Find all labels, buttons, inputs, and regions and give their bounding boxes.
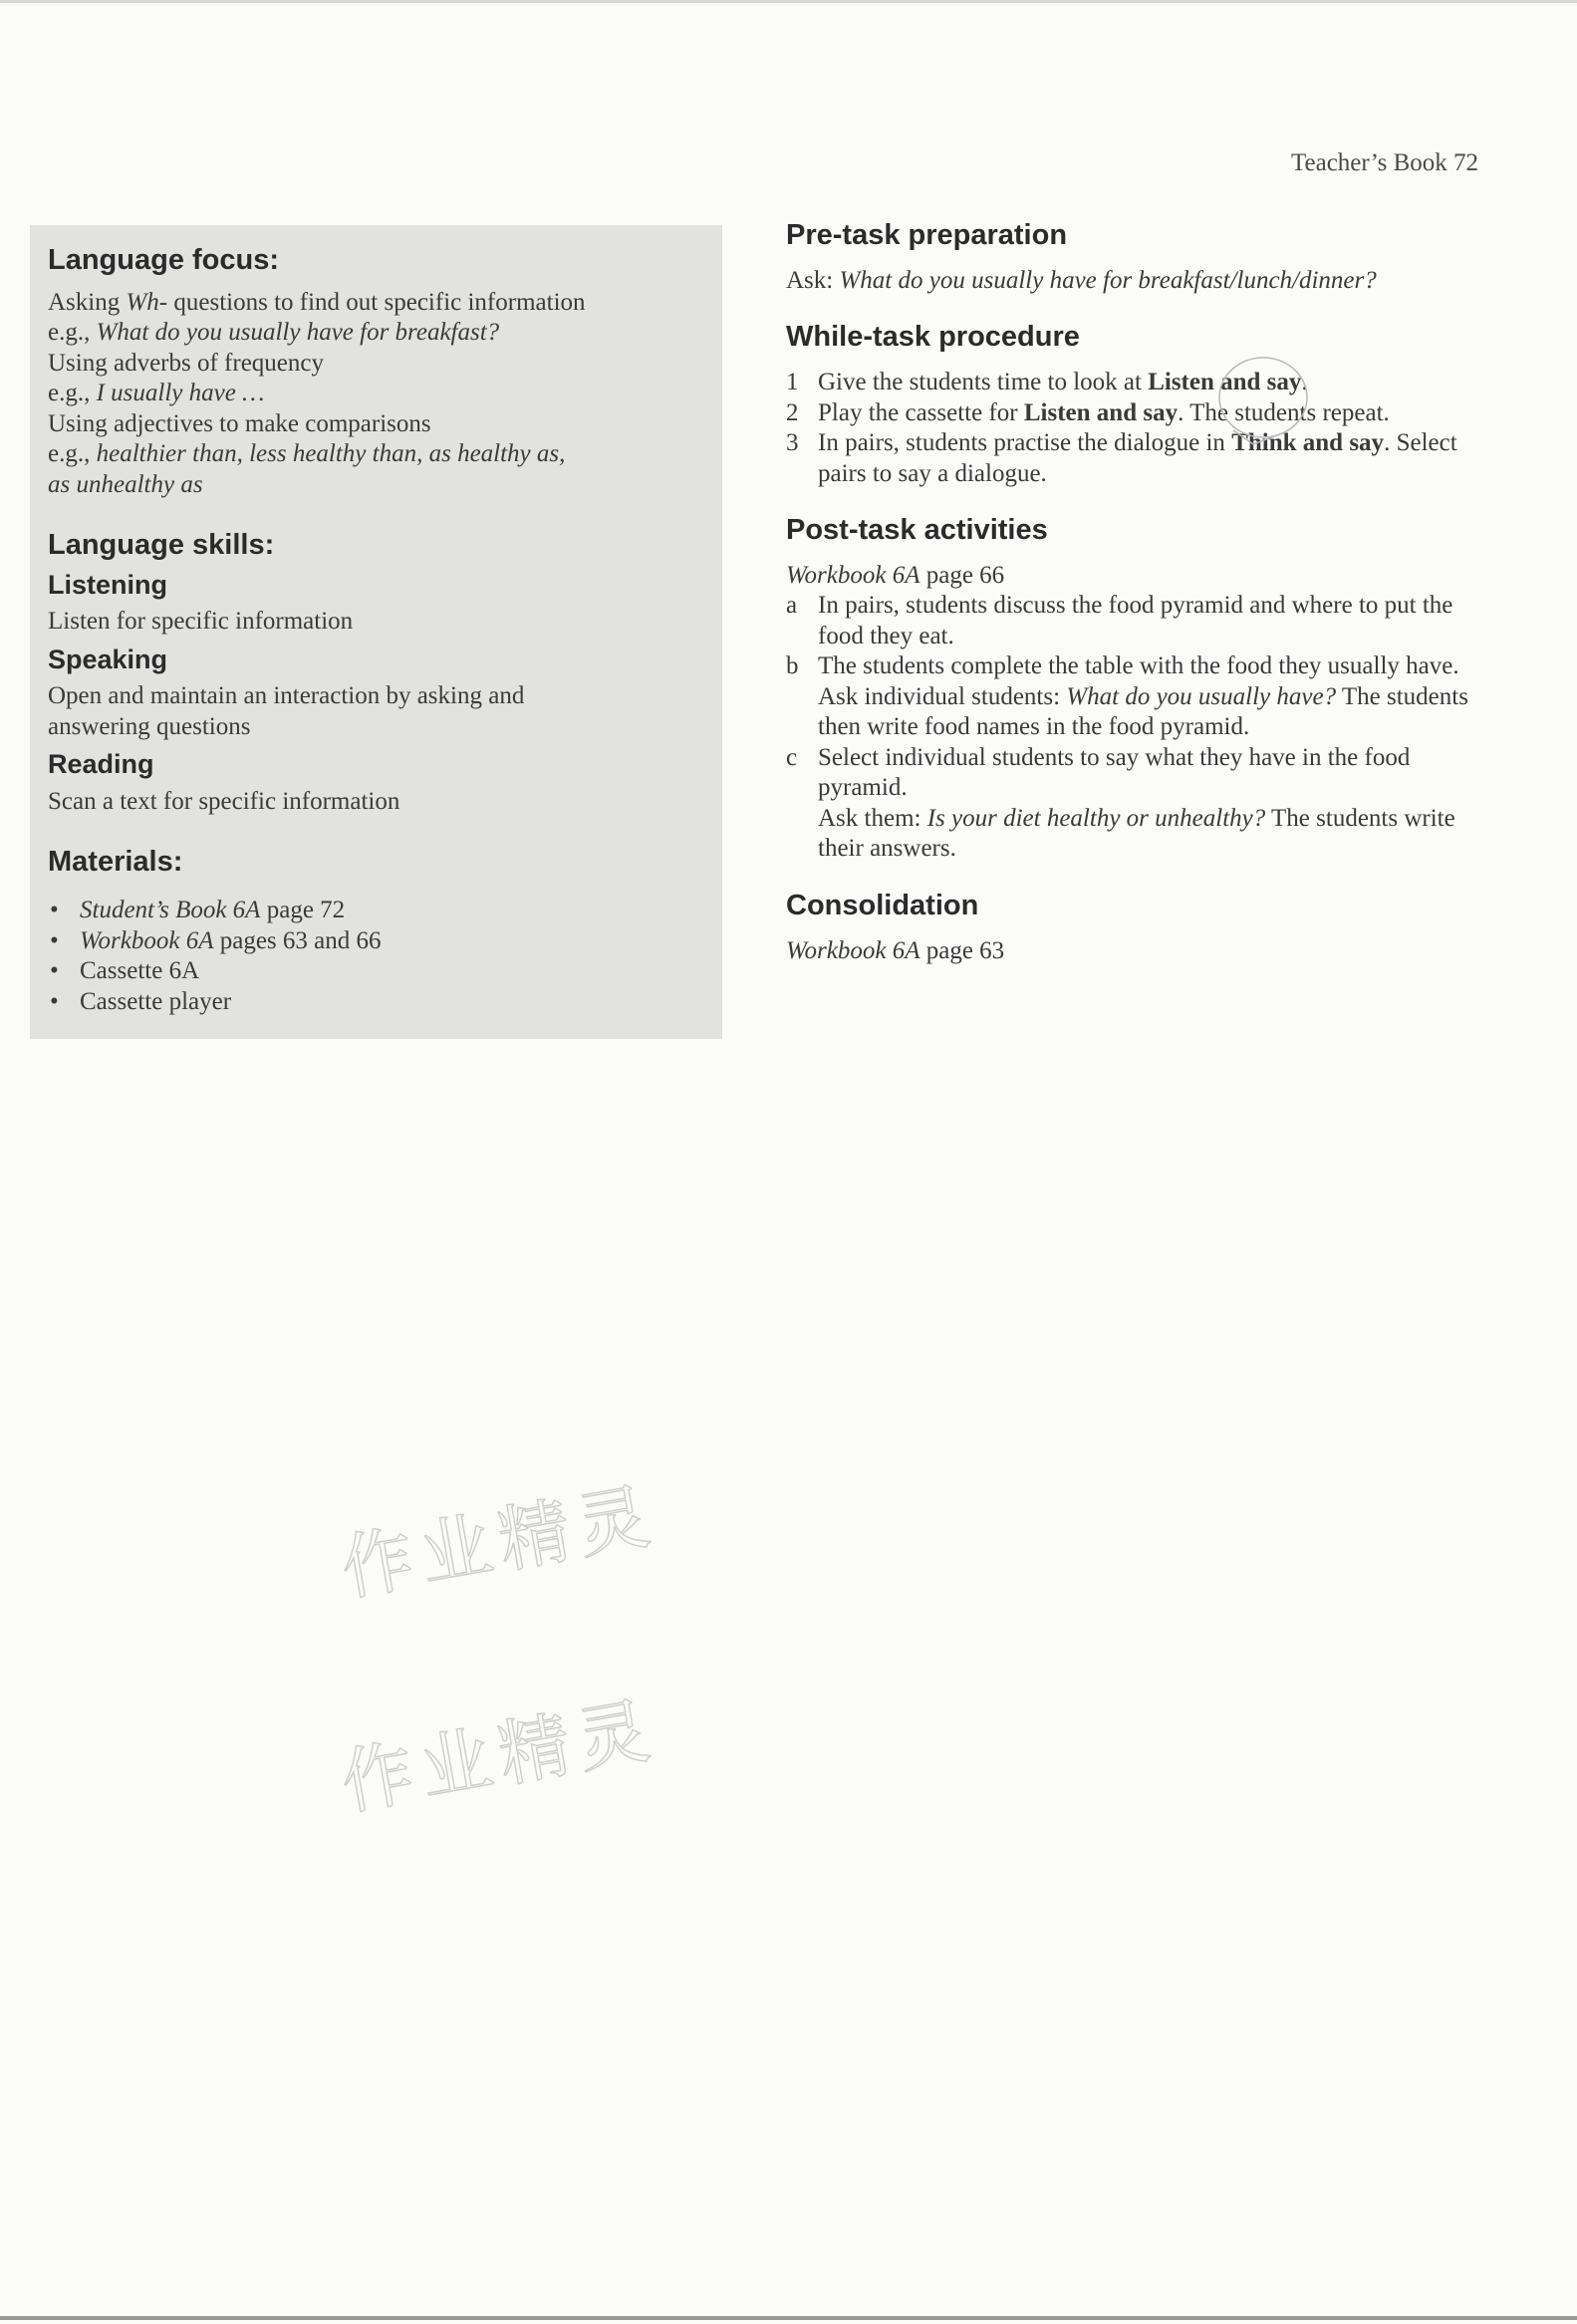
consolidation-heading: Consolidation <box>786 889 979 921</box>
listening-text: Listen for specific information <box>48 608 354 636</box>
language-focus-line-5: Using adjectives to make comparisons <box>48 409 431 437</box>
materials-item: • Cassette player <box>50 987 232 1015</box>
language-focus-heading: Language focus: <box>48 244 280 276</box>
posttask-activity: b The students complete the table with the food they usually have. Ask individual students: What do you usually have? The students then write food names in the food pyramid. <box>786 652 1468 741</box>
whiletask-step: 2 Play the cassette for Listen and say. The students repeat. <box>786 398 1390 426</box>
language-focus-line-4: e.g., I usually have … <box>48 380 265 407</box>
whiletask-step: 1 Give the students time to look at Listen and say. <box>786 369 1308 396</box>
watermark-graphic: 作业精灵 <box>335 1686 663 1826</box>
whiletask-heading: While-task procedure <box>786 321 1080 354</box>
language-focus-line-1: Asking Wh- questions to find out specific information <box>48 288 586 316</box>
stamp-mark-icon <box>1213 353 1313 452</box>
posttask-activity: c Select individual students to say what they have in the food pyramid. Ask them: Is your diet healthy or unhealthy? The students write their answers. <box>786 743 1455 863</box>
whiletask-section <box>786 320 1483 489</box>
materials-heading: Materials: <box>48 846 183 879</box>
pretask-section <box>786 218 1483 296</box>
watermark-graphic: 作业精灵 <box>335 1472 663 1612</box>
posttask-activities <box>786 591 1483 865</box>
procedure-column <box>786 218 1483 966</box>
reading-heading: Reading <box>48 749 154 780</box>
speaking-heading: Speaking <box>48 644 168 674</box>
language-focus-section <box>48 243 704 500</box>
top-edge-line <box>0 0 1577 3</box>
pretask-heading: Pre-task preparation <box>786 219 1068 251</box>
whiletask-steps <box>786 368 1483 489</box>
posttask-heading: Post-task activities <box>786 514 1048 547</box>
consolidation-workbook-ref: Workbook 6A page 63 <box>786 936 1005 964</box>
language-skills-section <box>48 528 704 817</box>
language-focus-line-6: e.g., healthier than, less healthy than, as healthy as, <box>48 440 566 468</box>
materials-item: • Cassette 6A <box>50 957 200 985</box>
speaking-text-1: Open and maintain an interaction by asking and <box>48 682 525 710</box>
objectives-panel <box>30 225 722 1039</box>
language-focus-line-3: Using adverbs of frequency <box>48 349 324 377</box>
language-skills-heading: Language skills: <box>48 529 275 562</box>
speaking-text-2: answering questions <box>48 712 251 740</box>
materials-list <box>48 896 704 1017</box>
whiletask-step: 3 In pairs, students practise the dialogue in Think and say. Select pairs to say a dialogue. <box>786 429 1457 487</box>
posttask-activity: a In pairs, students discuss the food pyramid and where to put the food they eat. <box>786 592 1453 649</box>
reading-text: Scan a text for specific information <box>48 787 400 815</box>
materials-item: • Workbook 6A pages 63 and 66 <box>50 926 382 954</box>
language-focus-line-7: as unhealthy as <box>48 470 203 498</box>
posttask-workbook-ref: Workbook 6A page 66 <box>786 561 1005 589</box>
posttask-section <box>786 513 1483 865</box>
running-head: Teacher’s Book 72 <box>1290 149 1478 176</box>
listening-heading: Listening <box>48 570 167 601</box>
consolidation-section <box>786 889 1483 966</box>
materials-section <box>48 845 704 1017</box>
bottom-edge-line <box>0 2316 1577 2320</box>
materials-item: • Student’s Book 6A page 72 <box>50 897 346 924</box>
language-focus-line-2: e.g., What do you usually have for breakfast? <box>48 319 500 347</box>
pretask-question: Ask: What do you usually have for breakfast/lunch/dinner? <box>786 266 1377 294</box>
